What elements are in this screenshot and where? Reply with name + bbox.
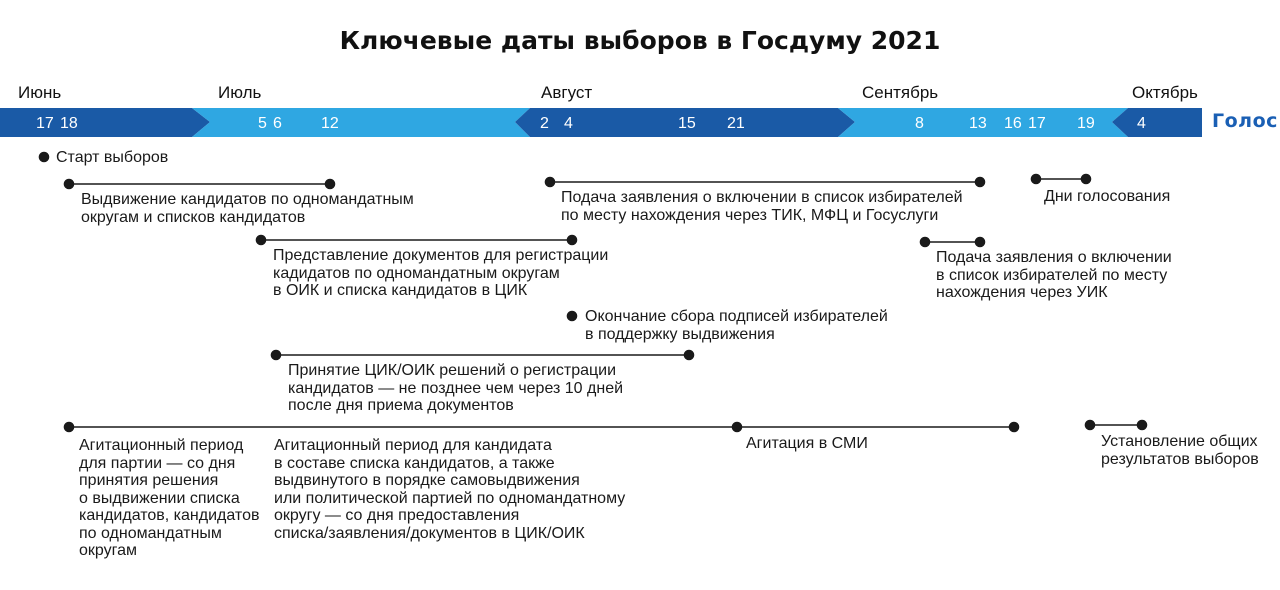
page-title: Ключевые даты выборов в Госдуму 2021 [339, 26, 941, 55]
month-july: Июль [218, 83, 262, 102]
registration-decision-dot-end [685, 351, 694, 360]
results-dot-start [1086, 421, 1095, 430]
campaign-dot-end [1010, 423, 1019, 432]
nomination-dot-end [326, 180, 335, 189]
day-september-19: 19 [1077, 115, 1095, 132]
media-campaign-dot [733, 423, 742, 432]
day-september-16: 16 [1004, 115, 1022, 132]
golos-logo: Голос [1212, 110, 1278, 132]
day-august-4: 4 [564, 115, 573, 132]
day-september-8: 8 [915, 115, 924, 132]
day-june-17: 17 [36, 115, 54, 132]
voter-list-uik-label: Подача заявления о включении в список избирателей по месту нахождения через УИК [936, 249, 1172, 301]
day-august-15: 15 [678, 115, 696, 132]
voting-days-label: Дни голосования [1044, 188, 1171, 205]
results-dot-end [1138, 421, 1147, 430]
start-label: Старт выборов [56, 149, 169, 166]
results-label: Установление общих результатов выборов [1101, 433, 1259, 468]
voter-list-tik-dot-end [976, 178, 985, 187]
voting-days-dot-start [1032, 175, 1041, 184]
day-september-13: 13 [969, 115, 987, 132]
campaign-dot-start [65, 423, 74, 432]
registration-docs-dot-start [257, 236, 266, 245]
voter-list-uik-dot-start [921, 238, 930, 247]
signatures-end-label: Окончание сбора подписей избирателей в поддержку выдвижения [585, 308, 888, 343]
day-september-17: 17 [1028, 115, 1046, 132]
registration-docs-dot-end [568, 236, 577, 245]
nomination-label: Выдвижение кандидатов по одномандатным округам и списков кандидатов [81, 191, 414, 226]
signatures-end-dot [568, 312, 577, 321]
campaign-candidate-label: Агитационный период для кандидата в составе списка кандидатов, а также выдвинутого в порядке самовыдвижения или политической партией по одномандатному округу — со дня предоставления списка/заявления/документов в ЦИК/ОИК [274, 437, 626, 542]
day-july-5: 5 [258, 115, 267, 132]
start-dot [40, 153, 49, 162]
day-october-4: 4 [1137, 115, 1146, 132]
voting-days-dot-end [1082, 175, 1091, 184]
voter-list-tik-label: Подача заявления о включении в список избирателей по месту нахождения через ТИК, МФЦ и Госуслуги [561, 189, 963, 224]
month-august: Август [541, 83, 593, 102]
registration-decision-label: Принятие ЦИК/ОИК решений о регистрации кандидатов — не позднее чем через 10 дней после дня приема документов [288, 362, 624, 414]
media-campaign-label: Агитация в СМИ [746, 435, 868, 452]
campaign-party-label: Агитационный период для партии — со дня принятия решения о выдвижении списка кандидатов, кандидатов по одномандатным округам [79, 437, 260, 559]
day-june-18: 18 [60, 115, 78, 132]
day-august-2: 2 [540, 115, 549, 132]
day-july-12: 12 [321, 115, 339, 132]
voter-list-uik-dot-end [976, 238, 985, 247]
month-october: Октябрь [1132, 83, 1198, 102]
registration-docs-label: Представление документов для регистрации кадидатов по одномандатным округам в ОИК и списка кандидатов в ЦИК [273, 247, 609, 299]
day-august-21: 21 [727, 115, 745, 132]
day-july-6: 6 [273, 115, 282, 132]
voter-list-tik-dot-start [546, 178, 555, 187]
registration-decision-dot-start [272, 351, 281, 360]
nomination-dot-start [65, 180, 74, 189]
month-june: Июнь [18, 83, 62, 102]
month-september: Сентябрь [862, 83, 939, 102]
